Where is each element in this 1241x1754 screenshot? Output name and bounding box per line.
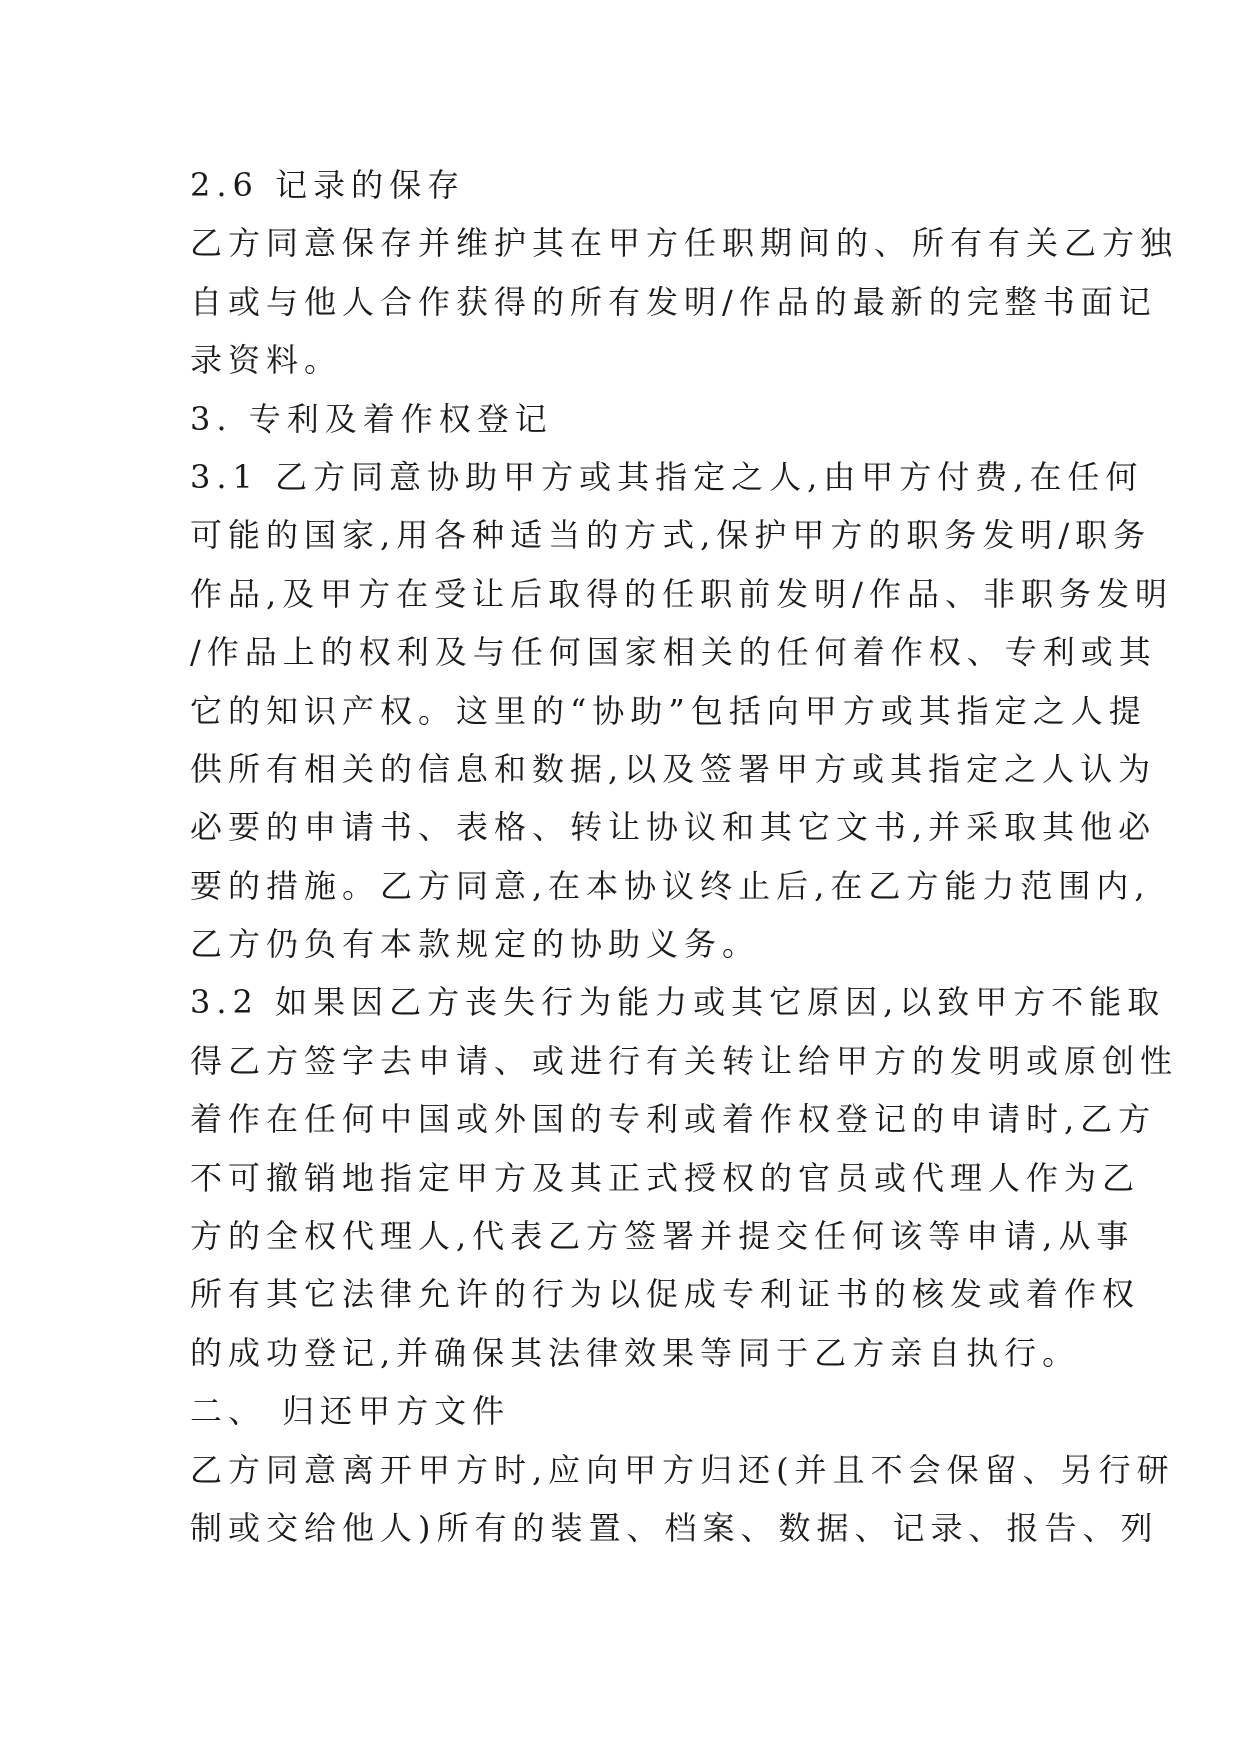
section-heading-3: 3. 专利及着作权登记 — [190, 399, 553, 438]
document-body — [190, 156, 1179, 1557]
paragraph-line: 它的知识产权。这里的“协助”包括向甲方或其指定之人提 — [190, 691, 1147, 730]
paragraph-line: 要的措施。乙方同意,在本协议终止后,在乙方能力范围内, — [190, 866, 1151, 905]
paragraph-line: 录资料。 — [190, 341, 343, 380]
paragraph-line: 乙方同意保存并维护其在甲方任职期间的、所有有关乙方独 — [190, 224, 1179, 263]
paragraph-line: 所有其它法律允许的行为以促成专利证书的核发或着作权 — [190, 1275, 1141, 1314]
paragraph-line: 乙方同意离开甲方时,应向甲方归还(并且不会保留、另行研 — [190, 1450, 1175, 1489]
paragraph-line: 3.2 如果因乙方丧失行为能力或其它原因,以致甲方不能取 — [190, 983, 1166, 1022]
paragraph-line: 制或交给他人)所有的装置、档案、数据、记录、报告、列 — [190, 1508, 1159, 1547]
paragraph-line: 自或与他人合作获得的所有发明/作品的最新的完整书面记 — [190, 282, 1157, 321]
paragraph-line: 着作在任何中国或外国的专利或着作权登记的申请时,乙方 — [190, 1100, 1157, 1139]
paragraph-line: 得乙方签字去申请、或进行有关转让给甲方的发明或原创性 — [190, 1041, 1179, 1080]
paragraph-line: /作品上的权利及与任何国家相关的任何着作权、专利或其 — [190, 633, 1157, 672]
paragraph-line: 的成功登记,并确保其法律效果等同于乙方亲自执行。 — [190, 1333, 1081, 1372]
paragraph-line: 必要的申请书、表格、转让协议和其它文书,并采取其他必 — [190, 808, 1157, 847]
section-heading-return-files: 二、 归还甲方文件 — [190, 1392, 511, 1431]
paragraph-line: 3.1 乙方同意协助甲方或其指定之人,由甲方付费,在任何 — [190, 457, 1144, 496]
section-heading-2-6: 2.6 记录的保存 — [190, 166, 466, 204]
paragraph-line: 作品,及甲方在受让后取得的任职前发明/作品、非职务发明 — [190, 574, 1173, 613]
paragraph-line: 乙方仍负有本款规定的协助义务。 — [190, 925, 761, 964]
paragraph-line: 可能的国家,用各种适当的方式,保护甲方的职务发明/职务 — [190, 516, 1152, 555]
paragraph-line: 不可撤销地指定甲方及其正式授权的官员或代理人作为乙 — [190, 1158, 1141, 1197]
paragraph-line: 供所有相关的信息和数据,以及签署甲方或其指定之人认为 — [190, 749, 1157, 788]
paragraph-line: 方的全权代理人,代表乙方签署并提交任何该等申请,从事 — [190, 1217, 1135, 1256]
